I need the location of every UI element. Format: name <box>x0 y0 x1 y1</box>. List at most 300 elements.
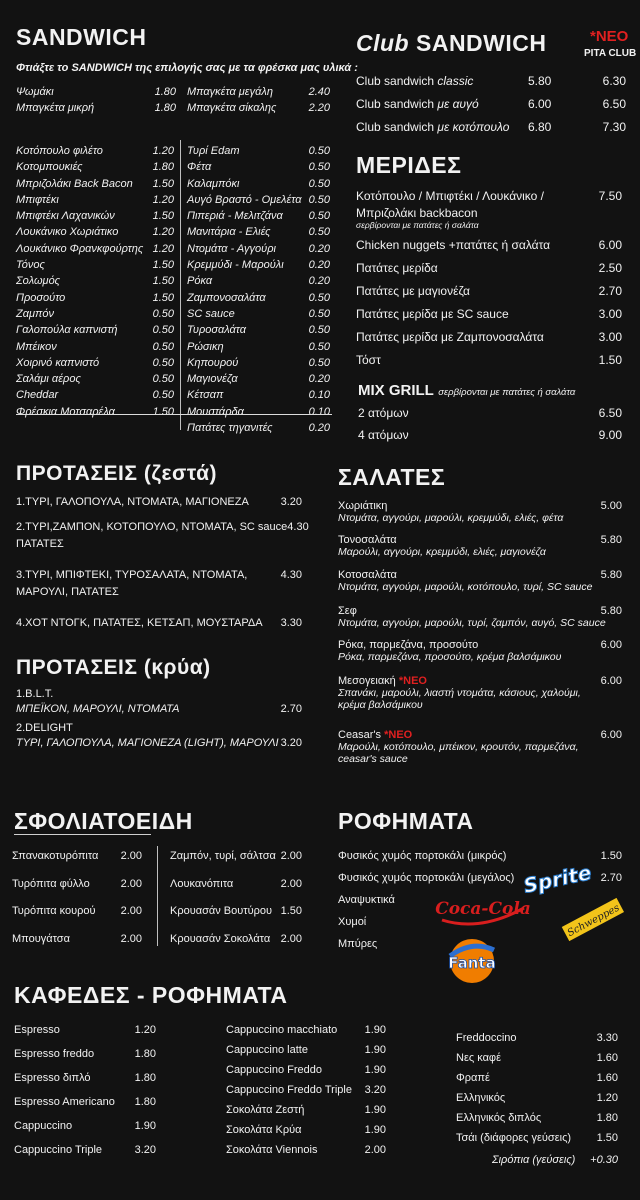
item-price: 0.50 <box>152 373 174 386</box>
menu-item <box>338 605 622 639</box>
sandwich-meats <box>16 143 174 420</box>
item-name: Ρόκα <box>187 275 213 288</box>
menu-item <box>16 339 174 355</box>
sfoliatoeidi-right-list <box>170 850 302 960</box>
item-desc: ΤΥΡΙ, ΓΑΛΟΠΟΥΛΑ, ΜΑΓΙΟΝΕΖΑ (LIGHT), ΜΑΡΟΥΛΙ <box>16 737 279 749</box>
rofimata-title: ΡΟΦΗΜΑΤΑ <box>338 808 474 834</box>
item-name: Χοιρινό καπνιστό <box>16 356 100 369</box>
item-name: Ρόκα, παρμεζάνα, προσούτο <box>338 639 479 651</box>
item-price: 0.10 <box>308 405 330 418</box>
item-name: Σοκολάτα Viennois <box>226 1144 318 1156</box>
item-name: Cheddar <box>16 389 59 402</box>
menu-item <box>170 933 302 960</box>
item-price: 1.90 <box>134 1120 156 1132</box>
schweppes-logo <box>556 890 628 950</box>
item-name: Σοκολάτα Ζεστή <box>226 1104 305 1116</box>
item-name: Χωριάτικη <box>338 500 388 512</box>
coca-cola-logo <box>435 888 531 932</box>
menu-item <box>456 1132 618 1152</box>
item-price: 2.40 <box>308 86 330 98</box>
sandwich-extras <box>187 143 330 436</box>
item-price: 4.30 <box>287 521 309 533</box>
item-name: Πατάτες τηγανιτές <box>187 422 273 435</box>
protaseis-hot-title: ΠΡΟΤΑΣΕΙΣ (ζεστά) <box>16 462 218 485</box>
sfoliatoeidi-rule <box>14 834 151 835</box>
sandwich-breads-right <box>187 84 330 117</box>
item-price: 6.50 <box>598 406 622 420</box>
item-name: Espresso Americano <box>14 1096 115 1108</box>
sandwich-breads-left <box>16 84 176 117</box>
item-price: 1.80 <box>134 1048 156 1060</box>
item-name: Ζαμπόν <box>16 307 55 320</box>
item-name: 2 ατόμων <box>358 406 409 420</box>
menu-item: Μπύρες <box>338 938 378 950</box>
menu-item <box>16 192 174 208</box>
kafedes-col3 <box>456 1032 618 1152</box>
item-name: Σοκολάτα Κρύα <box>226 1124 302 1136</box>
sandwich-subtitle: Φτιάξτε το SANDWICH της επιλογής σας με τα φρέσκα μας υλικά : <box>16 62 358 74</box>
menu-item <box>12 878 142 905</box>
item-price: 0.50 <box>308 210 330 223</box>
item-price: 1.50 <box>152 210 174 223</box>
item-name: Κρεμμύδι - Μαρούλι <box>187 259 284 272</box>
item-name: Τόνος <box>16 259 45 272</box>
menu-item <box>338 729 622 765</box>
item-price: 5.00 <box>600 500 622 512</box>
item-price: 1.50 <box>600 850 622 862</box>
kafedes-col2 <box>226 1024 386 1164</box>
item-name: Τονοσαλάτα <box>338 534 397 546</box>
item-desc: Ντομάτα, αγγούρι, μαρούλι, τυρί, ζαμπόν, αυγό, SC sauce <box>338 617 606 629</box>
item-price: 2.20 <box>308 102 330 115</box>
column-divider <box>157 846 158 946</box>
item-name: Espresso διπλό <box>14 1072 91 1084</box>
item-price: 1.50 <box>152 405 174 418</box>
item-price: 1.60 <box>596 1052 618 1064</box>
merides-first-item <box>356 189 622 230</box>
item-name: Σπανακοτυρόπιτα <box>12 850 99 862</box>
menu-item <box>226 1044 386 1064</box>
item-name: Κρουασάν Σοκολάτα <box>170 933 271 945</box>
menu-item <box>12 850 142 878</box>
item-name: Ζαμπονοσαλάτα <box>187 291 266 304</box>
item-desc: Ντομάτα, αγγούρι, μαρούλι, κρεμμύδι, ελιές, φέτα <box>338 512 564 524</box>
item-name: Μπιφτέκι <box>16 193 59 206</box>
item-price: 6.00 <box>600 729 622 741</box>
item-name: Cappuccino macchiato <box>226 1024 338 1036</box>
item-price: 1.80 <box>596 1112 618 1124</box>
item-name: Φέτα <box>187 161 212 174</box>
item-name: Μεσογειακή *ΝΕΟ <box>338 675 427 687</box>
item-price: 1.20 <box>152 242 174 255</box>
item-price: 0.10 <box>308 389 330 402</box>
item-name: Σιρόπια (γεύσεις) <box>492 1154 576 1166</box>
item-desc: Σπανάκι, μαρούλι, λιαστή ντομάτα, κάσιους, χαλούμι, <box>338 687 581 699</box>
item-name: Τυροσαλάτα <box>187 324 247 337</box>
club-title <box>356 30 547 57</box>
item-desc: Ντομάτα, αγγούρι, μαρούλι, κοτόπουλο, τυρί, SC sauce <box>338 581 593 593</box>
item-price: 0.50 <box>152 356 174 369</box>
item-name: 1.ΤΥΡΙ, ΓΑΛΟΠΟΥΛΑ, ΝΤΟΜΑΤΑ, ΜΑΓΙΟΝΕΖΑ <box>16 496 249 508</box>
item-price: +0.30 <box>590 1154 618 1166</box>
item-note: σερβίρονται με πατάτες ή σαλάτα <box>356 220 479 230</box>
item-name: Μπαγκέτα μικρή <box>16 102 95 115</box>
salates-title: ΣΑΛΑΤΕΣ <box>338 464 446 490</box>
menu-item <box>16 224 174 240</box>
menu-item <box>187 241 330 257</box>
item-price: 1.90 <box>364 1044 386 1056</box>
item-name: Κοτόπουλο / Μπιφτέκι / Λουκάνικο / <box>356 189 544 203</box>
item-name: Κρουασάν Βουτύρου <box>170 905 273 917</box>
item-name: Freddoccino <box>456 1032 517 1044</box>
item-price: 2.00 <box>280 850 302 862</box>
menu-item <box>187 339 330 355</box>
item-price: 1.90 <box>364 1104 386 1116</box>
menu-item <box>187 387 330 403</box>
item-price-pita: 6.30 <box>602 74 626 88</box>
menu-item <box>338 534 622 569</box>
item-price: 2.70 <box>598 284 622 298</box>
item-price: 6.00 <box>528 97 552 111</box>
item-price: 0.50 <box>308 177 330 190</box>
item-price: 0.50 <box>152 324 174 337</box>
merides-title: ΜΕΡΙΔΕΣ <box>356 152 462 178</box>
item-price: 2.00 <box>120 878 142 890</box>
menu-item <box>456 1092 618 1112</box>
item-name: Προσούτο <box>16 291 66 304</box>
kafedes-col1 <box>14 1024 156 1168</box>
menu-item <box>187 355 330 371</box>
item-price: 0.20 <box>308 373 330 386</box>
item-name: Ελληνικός <box>456 1092 506 1104</box>
menu-item <box>356 284 622 307</box>
menu-item <box>226 1104 386 1124</box>
menu-item <box>14 1024 156 1048</box>
item-name: Club sandwich με κοτόπουλο <box>356 120 510 134</box>
item-name: Κηπουρού <box>187 356 239 369</box>
sfoliatoeidi-left-list <box>12 850 142 960</box>
item-price: 1.50 <box>152 275 174 288</box>
menu-item <box>358 406 622 428</box>
menu-item <box>12 933 142 960</box>
menu-item <box>356 353 622 376</box>
item-price: 2.00 <box>364 1144 386 1156</box>
menu-item: Χυμοί <box>338 916 367 928</box>
menu-item <box>356 120 626 143</box>
menu-item <box>187 273 330 289</box>
menu-item: Αναψυκτικά <box>338 894 395 906</box>
item-name: Φρέσκια Μοτσαρέλα <box>16 405 115 418</box>
menu-item <box>16 521 309 569</box>
menu-item <box>16 159 174 175</box>
menu-item <box>356 74 626 97</box>
menu-item <box>338 500 622 534</box>
item-name: Αυγό Βραστό - Ομελέτα <box>187 193 302 206</box>
sandwich-title: SANDWICH <box>16 24 147 50</box>
neo-badge: *ΝΕΟ <box>384 729 413 741</box>
menu-item <box>187 192 330 208</box>
salates-list <box>338 500 622 765</box>
menu-item <box>356 330 622 353</box>
item-price: 2.70 <box>600 872 622 884</box>
item-price: 3.00 <box>598 330 622 344</box>
item-price: 1.80 <box>154 86 176 98</box>
menu-item <box>16 273 174 289</box>
item-price: 2.70 <box>280 703 302 715</box>
menu-item <box>187 159 330 175</box>
item-price: 3.30 <box>596 1032 618 1044</box>
item-price: 1.90 <box>364 1024 386 1036</box>
item-name: Πατάτες μερίδα με Ζαμπονοσαλάτα <box>356 330 544 344</box>
item-name: Μανιτάρια - Ελιές <box>187 226 271 239</box>
menu-item <box>456 1052 618 1072</box>
item-desc-line2: ceasar's sauce <box>338 753 408 765</box>
item-price: 2.00 <box>120 933 142 945</box>
item-name-line2: ΜΑΡΟΥΛΙ, ΠΑΤΑΤΕΣ <box>16 586 119 598</box>
item-price: 1.50 <box>152 259 174 272</box>
sfoliatoeidi-title: ΣΦΟΛΙΑΤΟΕΙΔΗ <box>14 808 193 834</box>
item-price: 2.00 <box>120 850 142 862</box>
menu-item <box>187 306 330 322</box>
menu-item <box>187 371 330 387</box>
menu-item <box>338 675 622 729</box>
menu-item <box>356 238 622 261</box>
item-name: Τσάι (διάφορες γεύσεις) <box>456 1132 572 1144</box>
protaseis-hot-list <box>16 496 309 629</box>
item-name: Μπαγκέτα μεγάλη <box>187 86 273 98</box>
item-price: 7.50 <box>598 189 622 203</box>
fanta-text: Fanta <box>448 954 496 972</box>
item-name: Κοτοσαλάτα <box>338 569 397 581</box>
protaseis-cold-list <box>16 688 302 749</box>
item-name: Chicken nuggets +πατάτες ή σαλάτα <box>356 238 551 252</box>
menu-item <box>456 1072 618 1092</box>
menu-item <box>338 639 622 675</box>
menu-item <box>16 143 174 159</box>
menu-item <box>187 420 330 436</box>
item-desc: Ρόκα, παρμεζάνα, προσούτο, κρέμα βαλσάμικου <box>338 651 562 663</box>
item-name: Πατάτες μερίδα <box>356 261 438 275</box>
item-price-pita: 6.50 <box>602 97 626 111</box>
item-name: Ρώσικη <box>187 340 224 353</box>
item-price: 1.50 <box>596 1132 618 1144</box>
item-name: Club sandwich classic <box>356 74 474 88</box>
item-price: 6.00 <box>600 639 622 651</box>
menu-item <box>14 1048 156 1072</box>
menu-item <box>16 208 174 224</box>
menu-item <box>16 355 174 371</box>
item-name: 2.DELIGHT <box>16 722 73 734</box>
menu-item <box>16 722 302 749</box>
mix-grill-title: MIX GRILL <box>358 382 434 399</box>
item-price: 3.20 <box>364 1084 386 1096</box>
item-name: Espresso <box>14 1024 60 1036</box>
item-price: 2.00 <box>280 933 302 945</box>
menu-item <box>187 208 330 224</box>
menu-item <box>16 176 174 192</box>
menu-item <box>226 1124 386 1144</box>
menu-item <box>16 84 176 100</box>
club-title-italic: Club <box>356 30 410 56</box>
item-price: 1.80 <box>152 161 174 174</box>
item-name: Μπουγάτσα <box>12 933 70 945</box>
item-name: Μαγιονέζα <box>187 373 238 386</box>
item-price: 6.80 <box>528 120 552 134</box>
item-name: Ψωμάκι <box>16 86 54 98</box>
item-name: Club sandwich με αυγό <box>356 97 479 111</box>
item-name: Φυσικός χυμός πορτοκάλι (μεγάλος) <box>338 872 515 884</box>
item-price: 0.20 <box>308 422 330 435</box>
menu-item <box>170 905 302 933</box>
schweppes-text: Schweppes <box>565 902 622 940</box>
item-price: 0.50 <box>308 193 330 206</box>
menu-item <box>338 569 622 605</box>
item-name: Ceasar's *ΝΕΟ <box>338 729 413 741</box>
item-name: Νες καφέ <box>456 1052 501 1064</box>
syrup-item <box>492 1154 618 1166</box>
item-price: 2.00 <box>120 905 142 917</box>
item-name: Ελληνικός διπλός <box>456 1112 542 1124</box>
item-name-line2: Μπριζολάκι backbacon <box>356 206 478 220</box>
menu-item <box>356 261 622 284</box>
item-desc: ΜΠΕΪΚΟΝ, ΜΑΡΟΥΛΙ, ΝΤΟΜΑΤΑ <box>16 703 180 715</box>
menu-item <box>14 1144 156 1168</box>
item-price-pita: 7.30 <box>602 120 626 134</box>
item-price: 1.20 <box>134 1024 156 1036</box>
item-price: 9.00 <box>598 428 622 442</box>
column-divider <box>180 140 181 430</box>
item-price: 1.20 <box>152 193 174 206</box>
menu-item <box>356 97 626 120</box>
item-price: 1.20 <box>152 226 174 239</box>
item-price: 5.80 <box>600 569 622 581</box>
menu-item <box>226 1024 386 1044</box>
item-price: 0.50 <box>308 291 330 304</box>
item-name: Λουκάνικο Φρανκφούρτης <box>16 242 144 255</box>
item-price: 0.50 <box>152 389 174 402</box>
menu-item <box>14 1120 156 1144</box>
item-name: Μπέικον <box>16 340 57 353</box>
menu-item <box>16 241 174 257</box>
menu-item <box>16 290 174 306</box>
menu-item <box>16 569 302 617</box>
menu-item <box>16 617 302 629</box>
menu-item <box>187 224 330 240</box>
sandwich-bottom-rule <box>16 414 332 415</box>
item-name: Cappuccino <box>14 1120 73 1132</box>
item-name: Μπιφτέκι Λαχανικών <box>16 210 115 223</box>
item-name: Πατάτες μερίδα με SC sauce <box>356 307 509 321</box>
item-price: 1.50 <box>152 177 174 190</box>
item-price: 0.50 <box>308 307 330 320</box>
item-name: Espresso freddo <box>14 1048 95 1060</box>
item-price: 3.20 <box>280 737 302 749</box>
item-price: 1.50 <box>598 353 622 367</box>
menu-item <box>14 1072 156 1096</box>
item-name: 3.ΤΥΡΙ, ΜΠΙΦΤΕΚΙ, ΤΥΡΟΣΑΛΑΤΑ, ΝΤΟΜΑΤΑ, <box>16 569 248 581</box>
item-price: 3.20 <box>280 496 302 508</box>
mix-grill-note: σερβίρονται με πατάτες ή σαλάτα <box>438 387 576 398</box>
menu-item <box>456 1112 618 1132</box>
menu-item <box>16 257 174 273</box>
item-name: Φραπέ <box>456 1072 490 1084</box>
item-price: 1.90 <box>364 1064 386 1076</box>
menu-item <box>226 1064 386 1084</box>
item-price: 1.50 <box>152 291 174 304</box>
merides-list <box>356 238 622 376</box>
menu-item <box>187 290 330 306</box>
item-name: Κοτόπουλο φιλέτο <box>16 145 103 157</box>
item-name: Ζαμπόν, τυρί, σάλτσα <box>170 850 276 862</box>
menu-item <box>187 404 330 420</box>
menu-item <box>12 905 142 933</box>
item-name: Τυρόπιτα φύλλο <box>12 878 90 890</box>
item-name: Σαλάμι αέρος <box>16 373 81 386</box>
item-name: Μπαγκέτα σίκαλης <box>187 102 277 115</box>
club-list <box>356 74 626 143</box>
item-name: 4.ΧΟΤ ΝΤΟΓΚ, ΠΑΤΑΤΕΣ, ΚΕΤΣΑΠ, ΜΟΥΣΤΑΡΔΑ <box>16 617 263 629</box>
menu-item <box>187 176 330 192</box>
item-price: 1.80 <box>134 1096 156 1108</box>
item-line <box>356 189 622 203</box>
item-name: Μπριζολάκι Back Bacon <box>16 177 133 190</box>
menu-item <box>187 257 330 273</box>
item-name: Τυρόπιτα κουρού <box>12 905 96 917</box>
item-name: Πιπεριά - Μελιτζάνα <box>187 210 283 223</box>
item-name: Σολωμός <box>16 275 61 288</box>
item-name: Σεφ <box>338 605 357 617</box>
item-price: 3.30 <box>280 617 302 629</box>
item-price: 0.50 <box>152 307 174 320</box>
item-price: 5.80 <box>528 74 552 88</box>
item-price: 1.20 <box>596 1092 618 1104</box>
pita-club-label: PITA CLUB <box>584 48 637 59</box>
item-name: 1.B.L.T. <box>16 688 54 700</box>
item-price: 0.50 <box>308 161 330 174</box>
item-name: Γαλοπούλα καπνιστή <box>16 324 118 337</box>
item-name: Λουκανόπιτα <box>170 878 234 890</box>
item-name: Cappuccino Freddo <box>226 1064 323 1076</box>
menu-item <box>16 100 176 116</box>
menu-item <box>456 1032 618 1052</box>
item-name: Πατάτες με μαγιονέζα <box>356 284 470 298</box>
item-name: Κοτομπουκιές <box>16 161 83 174</box>
item-price: 3.00 <box>598 307 622 321</box>
item-price: 0.50 <box>152 340 174 353</box>
item-price: 1.90 <box>364 1124 386 1136</box>
item-price: 4.30 <box>280 569 302 581</box>
item-name: SC sauce <box>187 307 235 320</box>
item-price: 0.20 <box>308 242 330 255</box>
item-price: 0.50 <box>308 226 330 239</box>
mix-grill-header <box>358 382 575 400</box>
item-name: Cappuccino Triple <box>14 1144 103 1156</box>
item-name: Κέτσαπ <box>187 389 224 402</box>
menu-item <box>16 322 174 338</box>
mix-grill-list <box>358 406 622 450</box>
item-name: Μουστάρδα <box>187 405 244 418</box>
item-price: 1.20 <box>152 145 174 157</box>
club-title-rest: SANDWICH <box>416 30 547 56</box>
item-price: 0.50 <box>308 324 330 337</box>
item-price: 2.00 <box>280 878 302 890</box>
item-name: 4 ατόμων <box>358 428 409 442</box>
menu-item <box>16 306 174 322</box>
menu-item <box>226 1144 386 1164</box>
menu-item <box>356 307 622 330</box>
item-name: Τόστ <box>356 353 381 367</box>
item-name: Ντομάτα - Αγγούρι <box>187 242 276 255</box>
